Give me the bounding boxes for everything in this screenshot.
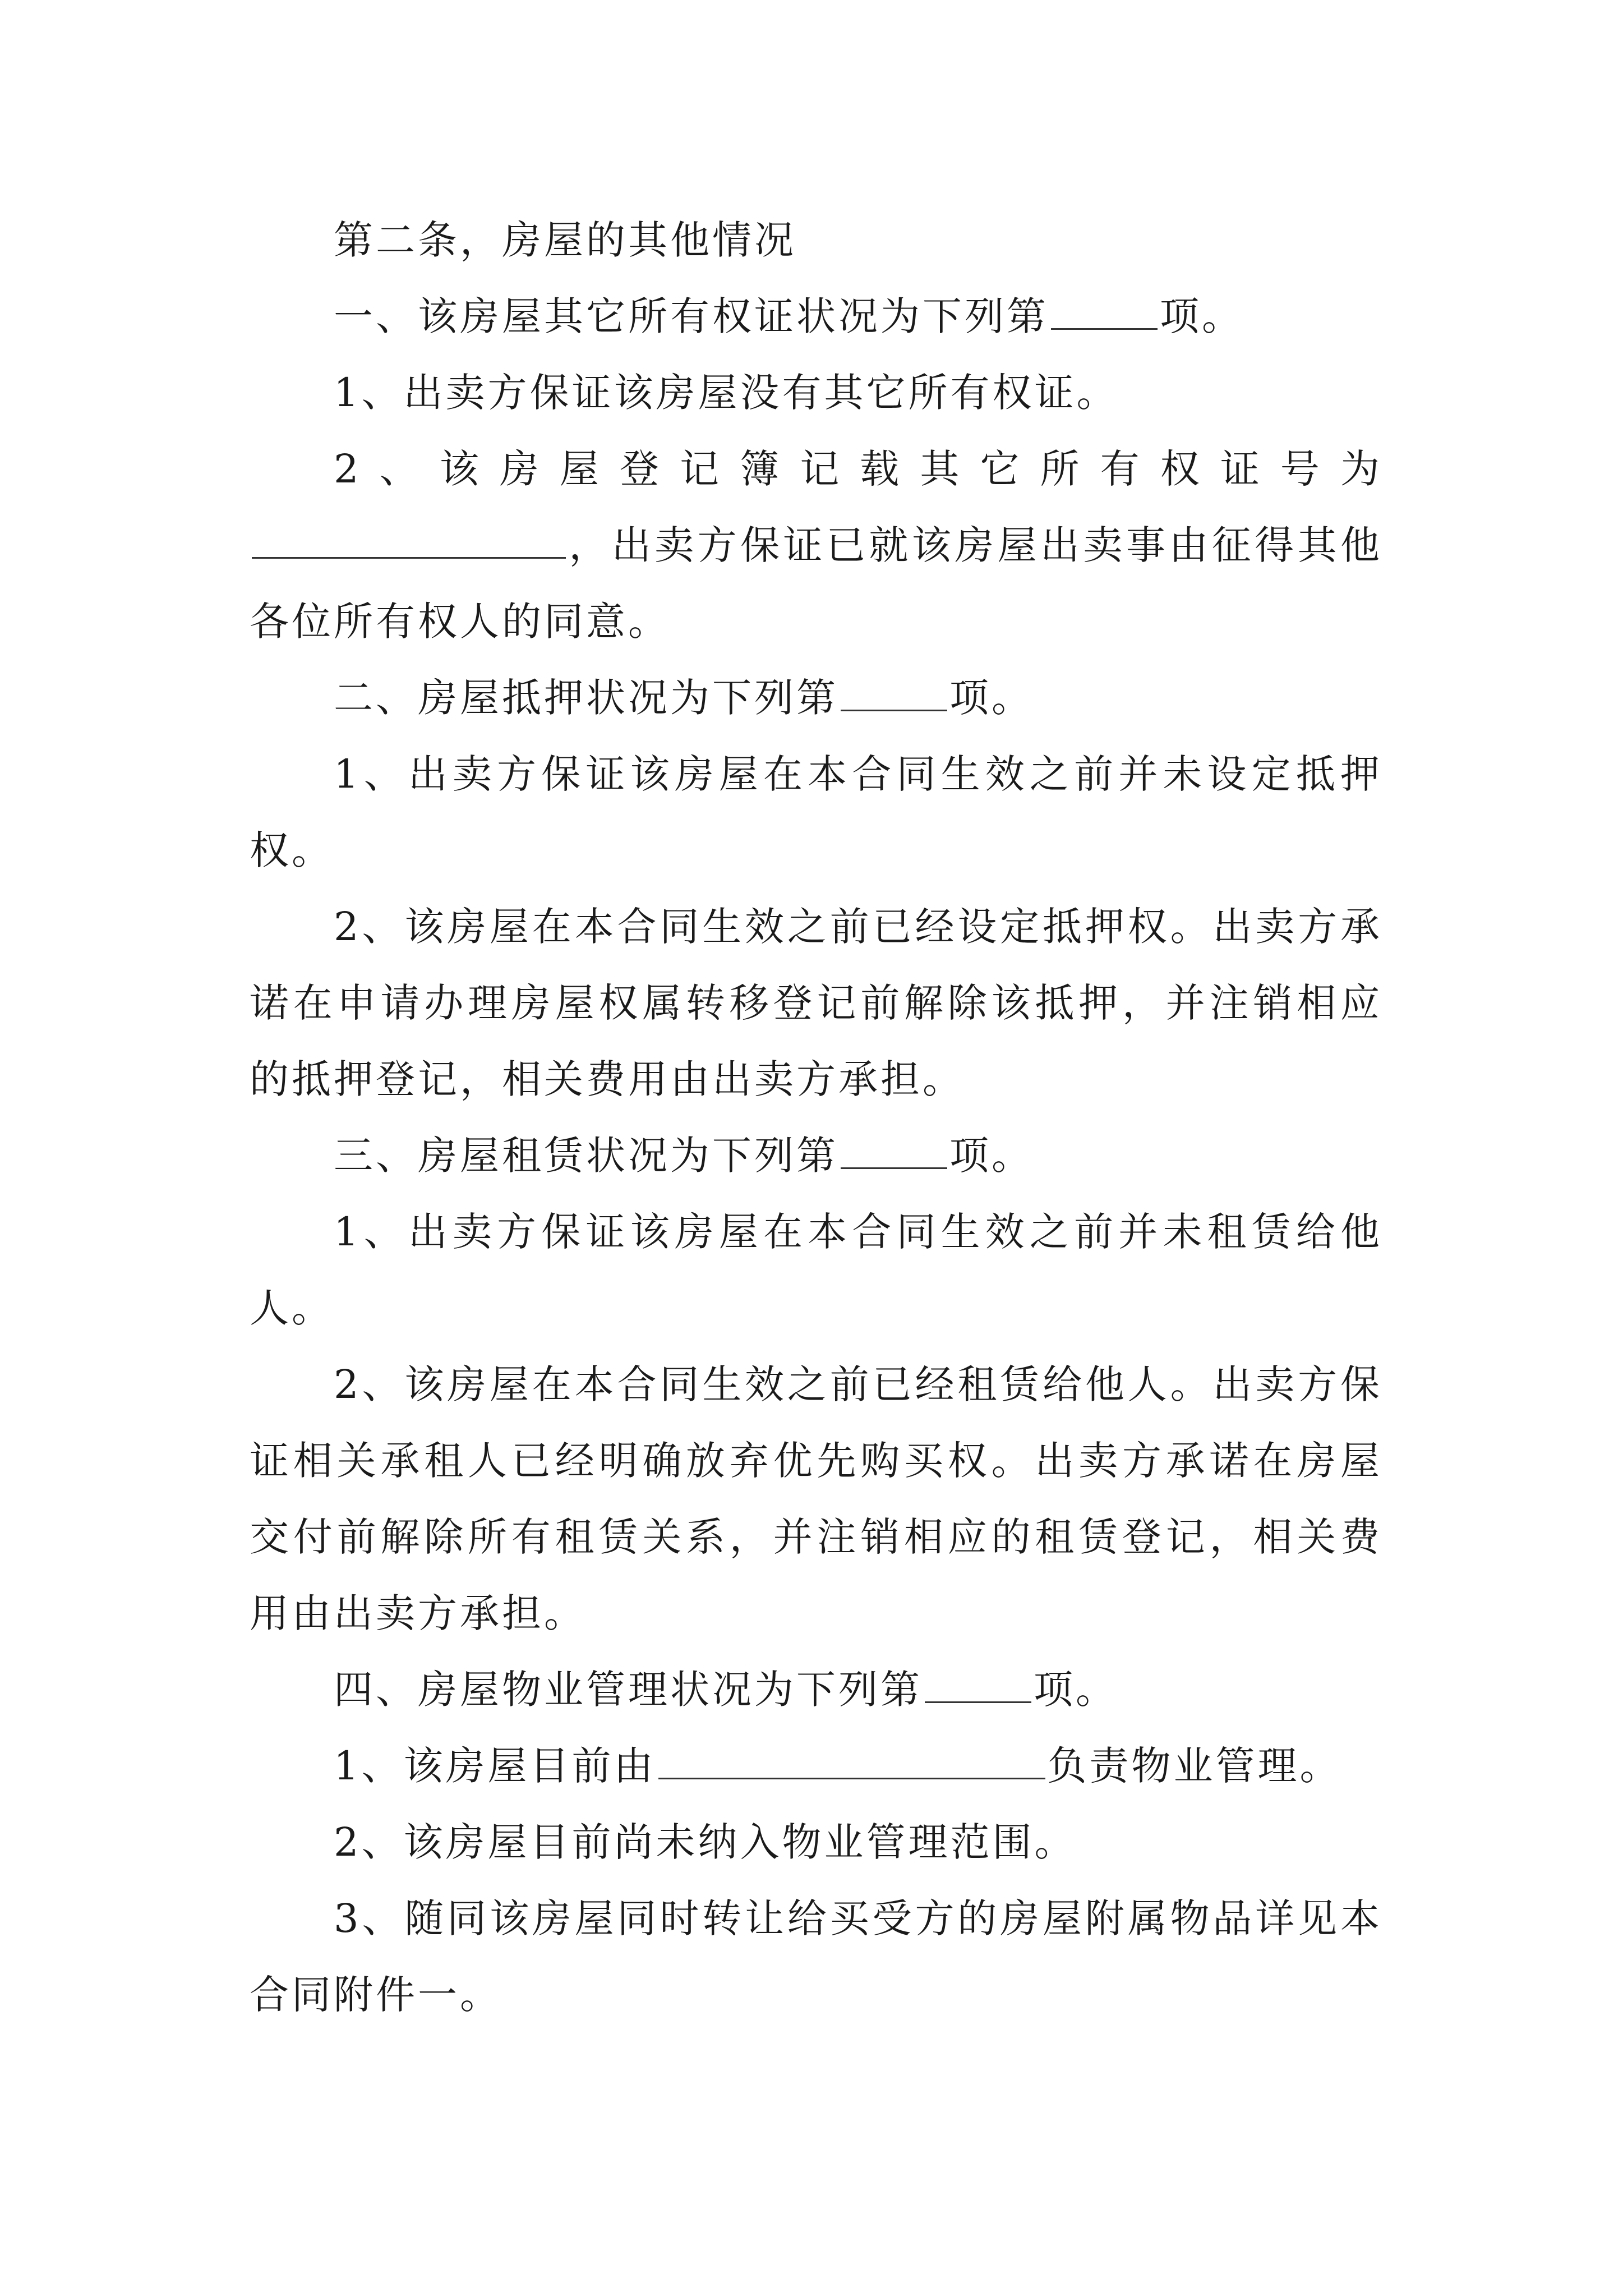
section-2-title-suffix: 项。: [949, 675, 1034, 721]
section-2-choice-blank[interactable]: [841, 676, 947, 711]
section-2-title: [250, 660, 1382, 736]
section-2-item-2: 2、该房屋在本合同生效之前已经设定抵押权。出卖方承诺在申请办理房屋权属转移登记前解除该抵押，并注销相应的抵押登记，相关费用由出卖方承担。: [250, 904, 1382, 1102]
document-body: [250, 202, 1382, 2033]
section-4-title: [250, 1651, 1382, 1728]
section-1-item-2-line-1: 2、该房屋登记簿记载其它所有权证号为: [334, 446, 1382, 492]
section-3-item-2: 2、该房屋在本合同生效之前已经租赁给他人。出卖方保证相关承租人已经明确放弃优先购买权。出卖方承诺在房屋交付前解除所有租赁关系，并注销相应的租赁登记，相关费用由出卖方承担。: [250, 1361, 1382, 1636]
section-1-title-suffix: 项。: [1160, 293, 1244, 339]
section-4-item-1: [250, 1728, 1382, 1804]
certificate-number-blank[interactable]: [252, 523, 566, 559]
section-2-item-1: 1、出卖方保证该房屋在本合同生效之前并未设定抵押权。: [250, 751, 1382, 873]
section-1-item-2-rest: [250, 507, 1382, 660]
section-3-item-1: 1、出卖方保证该房屋在本合同生效之前并未租赁给他人。: [250, 1209, 1382, 1331]
section-3-title-suffix: 项。: [949, 1133, 1034, 1179]
section-4-item-1-prefix: 1、该房屋目前由: [334, 1743, 656, 1789]
section-1-choice-blank[interactable]: [1051, 295, 1158, 330]
section-4-title-prefix: 四、房屋物业管理状况为下列第: [334, 1667, 923, 1713]
section-4-item-3: 3、随同该房屋同时转让给买受方的房屋附属物品详见本合同附件一。: [250, 1895, 1382, 2018]
section-1-title: [250, 278, 1382, 355]
section-4-item-1-suffix: 负责物业管理。: [1047, 1743, 1342, 1789]
section-1-item-2-rest-text: ，出卖方保证已就该房屋出卖事由征得其他各位所有权人的同意。: [250, 522, 1382, 645]
section-3-title: [250, 1117, 1382, 1194]
section-1-item-1: 1、出卖方保证该房屋没有其它所有权证。: [334, 370, 1119, 416]
section-2-title-prefix: 二、房屋抵押状况为下列第: [334, 675, 838, 721]
section-4-choice-blank[interactable]: [925, 1668, 1031, 1703]
section-1-title-prefix: 一、该房屋其它所有权证状况为下列第: [334, 293, 1049, 339]
section-4-title-suffix: 项。: [1034, 1667, 1118, 1713]
article-heading: 第二条，房屋的其他情况: [334, 217, 796, 263]
section-3-choice-blank[interactable]: [841, 1134, 947, 1169]
property-manager-blank[interactable]: [658, 1744, 1045, 1779]
section-3-title-prefix: 三、房屋租赁状况为下列第: [334, 1133, 838, 1179]
section-4-item-2: 2、该房屋目前尚未纳入物业管理范围。: [334, 1819, 1077, 1865]
